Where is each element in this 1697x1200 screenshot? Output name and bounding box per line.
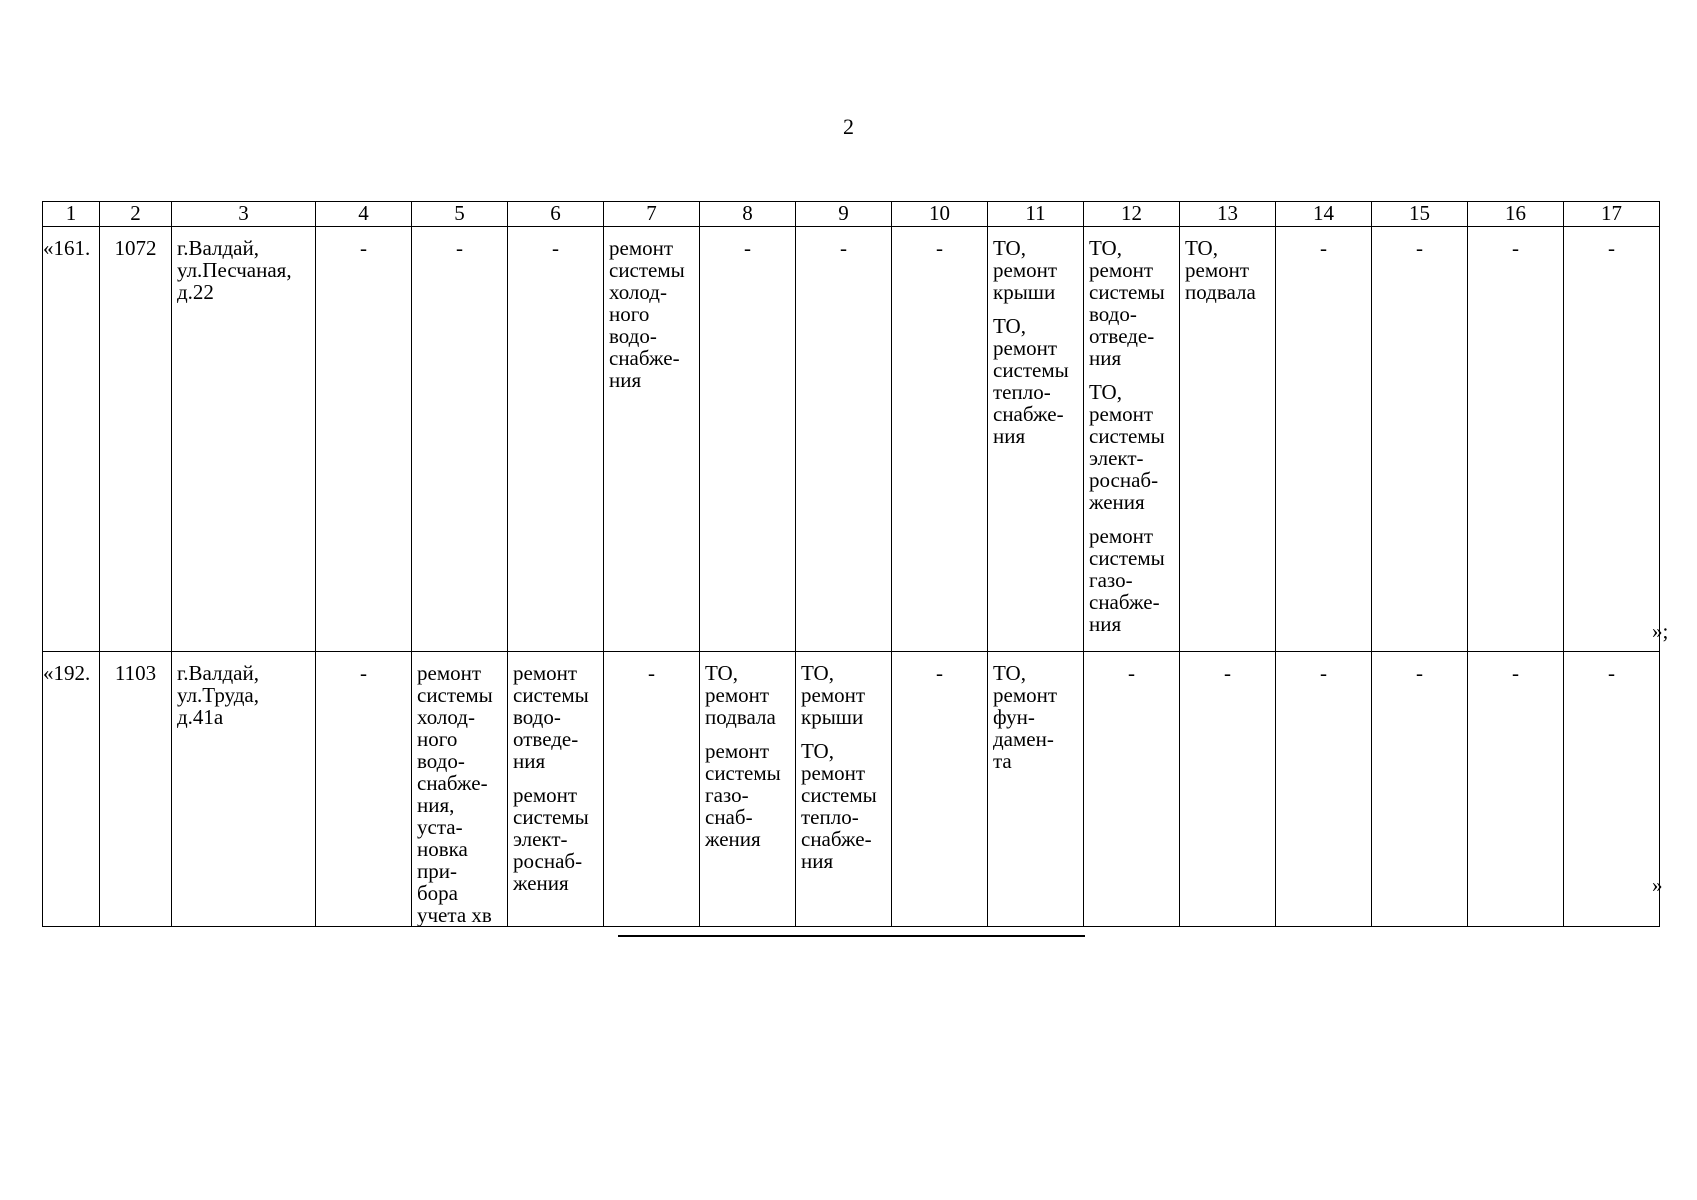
work-item [993,315,1079,447]
cell-text-line: ния, [417,793,455,817]
cell-text-line: ремонт [1089,258,1154,282]
row-number: «192. [43,652,100,927]
empty-dash-cell: - [1084,652,1180,927]
cell-text-line: снабже- [1089,590,1160,614]
empty-dash-cell: - [412,227,508,652]
cell-text-line: ремонт [609,236,674,260]
cell-text-line: дамен- [993,727,1054,751]
cell-text-line: ТО, [993,661,1026,685]
cell-text-line: системы [705,761,781,785]
empty-dash-cell: - [796,227,892,652]
cell-text-line: ремонт [1185,258,1250,282]
cell-text-line: газо- [1089,568,1133,592]
cell-text-line: при- [417,859,457,883]
work-item [513,662,599,772]
cell-text-line: бора [417,881,459,905]
column-number: 14 [1276,202,1372,227]
cell-text-line: ремонт [993,258,1058,282]
cell-text-line: ТО, [801,661,834,685]
cell-text-line: ремонт [705,739,770,763]
cell-text-line: жения [513,871,569,895]
cell-text-line: холод- [609,280,667,304]
cell-text-line: системы [1089,546,1165,570]
cell-text-line: ремонт [417,661,482,685]
empty-dash-cell: - [1468,227,1564,652]
cell-text-line: ния [1089,612,1122,636]
cell-text-line: г.Валдай, [177,661,259,685]
empty-dash-cell: - [316,227,412,652]
works-cell [1084,227,1180,652]
house-code: 1072 [100,227,172,652]
work-item [1185,237,1271,303]
cell-text-line: элект- [1089,446,1144,470]
column-numbers-row [43,202,1660,227]
cell-text-line: д.22 [177,280,214,304]
cell-text-line: ремонт [705,683,770,707]
empty-dash-cell: - [700,227,796,652]
works-cell [604,227,700,652]
cell-text-line: ТО, [801,739,834,763]
column-number: 9 [796,202,892,227]
empty-dash-cell: - [316,652,412,927]
cell-text-line: водо- [513,705,561,729]
works-cell [796,652,892,927]
column-number: 4 [316,202,412,227]
cell-text-line: системы [993,358,1069,382]
work-item [993,237,1079,303]
cell-text-line: жения [705,827,761,851]
column-number: 13 [1180,202,1276,227]
cell-text-line: ного [609,302,650,326]
column-number: 11 [988,202,1084,227]
cell-text-line: ТО, [993,314,1026,338]
empty-dash-cell: - [892,227,988,652]
house-code: 1103 [100,652,172,927]
column-number: 1 [43,202,100,227]
column-number: 5 [412,202,508,227]
cell-text-line: ремонт [801,683,866,707]
cell-text-line: системы [513,805,589,829]
table-row [43,227,1660,652]
empty-dash-cell: - [604,652,700,927]
cell-text-line: ния [609,368,642,392]
row-number: «161. [43,227,100,652]
cell-text-line: новка [417,837,468,861]
works-table [42,201,1660,927]
empty-dash-cell: - [1276,652,1372,927]
cell-text-line: системы [513,683,589,707]
work-item [705,740,791,850]
cell-text-line: холод- [417,705,475,729]
cell-text-line: ремонт [801,761,866,785]
cell-text-line: учета хв [417,903,492,927]
cell-text-line: ния [801,849,834,873]
works-cell [412,652,508,927]
column-number: 17 [1564,202,1660,227]
empty-dash-cell: - [1180,652,1276,927]
column-number: 6 [508,202,604,227]
cell-text-line: системы [1089,424,1165,448]
cell-text-line: снабже- [417,771,488,795]
work-item [417,662,503,926]
cell-text-line: снабже- [609,346,680,370]
work-item [513,784,599,894]
cell-text-line: жения [1089,490,1145,514]
cell-text-line: ремонт [993,683,1058,707]
column-number: 12 [1084,202,1180,227]
cell-text-line: тепло- [801,805,859,829]
cell-text-line: снабже- [801,827,872,851]
cell-text-line: та [993,749,1012,773]
cell-text-line: газо- [705,783,749,807]
works-cell [1180,227,1276,652]
cell-text-line: фун- [993,705,1035,729]
cell-text-line: ул.Песчаная, [177,258,292,282]
cell-text-line: ТО, [1185,236,1218,260]
cell-text-line: отведе- [513,727,579,751]
cell-text-line: ремонт [513,661,578,685]
cell-text-line: ул.Труда, [177,683,259,707]
work-item [801,740,887,872]
cell-text-line: водо- [609,324,657,348]
cell-text-line: отведе- [1089,324,1155,348]
cell-text-line: системы [1089,280,1165,304]
cell-text-line: роснаб- [513,849,583,873]
closing-quote-mark: »; [1652,619,1669,643]
cell-text-line: ния [1089,346,1122,370]
cell-text-line: ния [993,424,1026,448]
cell-text-line: водо- [417,749,465,773]
cell-text-line: снаб- [705,805,753,829]
cell-text-line: подвала [705,705,776,729]
cell-text-line: д.41а [177,705,224,729]
cell-text-line: ТО, [993,236,1026,260]
closing-quote-mark: » [1652,873,1663,897]
empty-dash-cell: - [892,652,988,927]
works-cell [988,227,1084,652]
work-item [1089,525,1175,635]
cell-text-line: подвала [1185,280,1256,304]
work-item [609,237,695,391]
cell-text-line: ремонт [513,783,578,807]
cell-text-line: ремонт [1089,524,1154,548]
cell-text-line: крыши [993,280,1056,304]
empty-dash-cell: - [1276,227,1372,652]
column-number: 7 [604,202,700,227]
cell-text-line: снабже- [993,402,1064,426]
work-item [1089,237,1175,369]
cell-text-line: ТО, [1089,236,1122,260]
column-number: 10 [892,202,988,227]
cell-text-line: г.Валдай, [177,236,259,260]
empty-dash-cell: - [1372,227,1468,652]
page-number: 2 [843,114,854,139]
work-item [801,662,887,728]
cell-text-line: ремонт [1089,402,1154,426]
house-address [172,227,316,652]
end-of-document-rule [618,935,1085,937]
cell-text-line: элект- [513,827,568,851]
works-cell [700,652,796,927]
house-address [172,652,316,927]
work-item [1089,381,1175,513]
cell-text-line: системы [609,258,685,282]
column-number: 3 [172,202,316,227]
empty-dash-cell: - [1564,652,1660,927]
cell-text-line: уста- [417,815,463,839]
work-item [705,662,791,728]
cell-text-line: ремонт [993,336,1058,360]
works-cell [988,652,1084,927]
column-number: 16 [1468,202,1564,227]
column-number: 8 [700,202,796,227]
column-number: 2 [100,202,172,227]
cell-text-line: ТО, [705,661,738,685]
cell-text-line: системы [417,683,493,707]
work-item [993,662,1079,772]
empty-dash-cell: - [508,227,604,652]
table-row [43,652,1660,927]
cell-text-line: ного [417,727,458,751]
cell-text-line: водо- [1089,302,1137,326]
empty-dash-cell: - [1468,652,1564,927]
cell-text-line: крыши [801,705,864,729]
cell-text-line: системы [801,783,877,807]
cell-text-line: ния [513,749,546,773]
empty-dash-cell: - [1564,227,1660,652]
cell-text-line: роснаб- [1089,468,1159,492]
works-cell [508,652,604,927]
column-number: 15 [1372,202,1468,227]
cell-text-line: ТО, [1089,380,1122,404]
cell-text-line: тепло- [993,380,1051,404]
empty-dash-cell: - [1372,652,1468,927]
